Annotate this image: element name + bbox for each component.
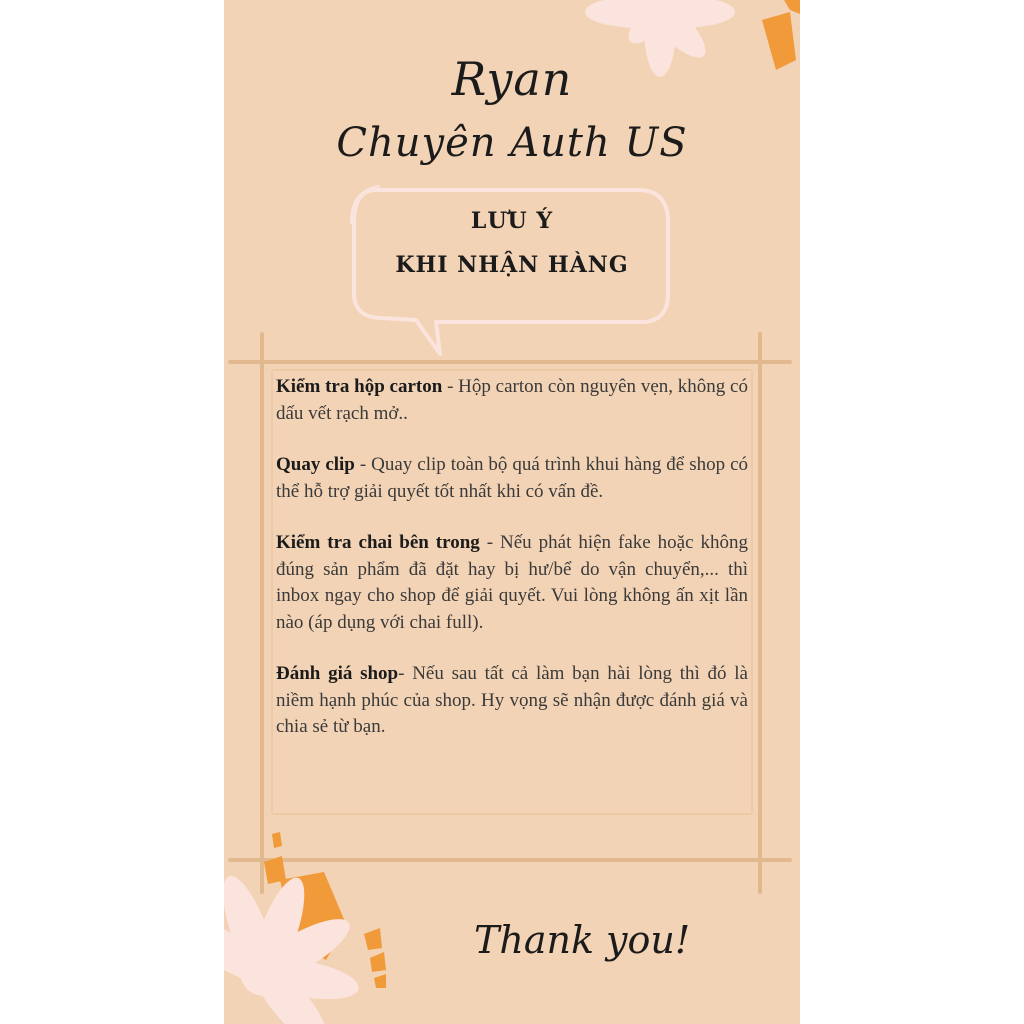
instruction-separator: -	[442, 376, 459, 397]
instruction-item	[276, 374, 748, 427]
instruction-item	[276, 661, 748, 741]
instruction-separator: -	[479, 532, 501, 553]
instruction-heading: Kiểm tra hộp carton	[276, 376, 443, 397]
brand-subtitle: Chuyên Auth US	[336, 120, 688, 166]
instruction-separator: -	[398, 663, 413, 684]
thank-you-note: Thank you!	[474, 918, 691, 962]
instruction-body: Quay clip toàn bộ quá trình khui hàng để shop có thể hỗ trợ giải quyết tốt nhất khi có vấn đề.	[276, 454, 749, 502]
notice-title-line1: LƯU Ý	[470, 208, 554, 234]
instruction-separator: -	[354, 454, 372, 475]
instruction-body: Nếu phát hiện fake hoặc không đúng sản phẩm đã đặt hay bị hư/bể do vận chuyển,... thì inbox ngay cho shop để giải quyết. Vui lòng không ấn xịt lần nào (áp dụng với chai full).	[276, 532, 748, 633]
instruction-body: Hộp carton còn nguyên vẹn, không có dấu vết rạch mở..	[276, 376, 748, 424]
brand-name: Ryan	[451, 52, 573, 106]
instruction-body: Nếu sau tất cả làm bạn hài lòng thì đó là niềm hạnh phúc của shop. Hy vọng sẽ nhận được đánh giá và chia sẻ từ bạn.	[276, 663, 748, 737]
instruction-heading: Quay clip	[276, 454, 355, 475]
flower-bottom-left-icon	[224, 870, 362, 1024]
notice-title-line2: KHI NHẬN HÀNG	[395, 252, 629, 278]
instruction-item	[276, 530, 748, 636]
instruction-item	[276, 452, 748, 505]
instruction-heading: Kiểm tra chai bên trong	[276, 532, 480, 553]
note-card	[224, 0, 800, 1024]
instructions-list	[276, 374, 748, 766]
instruction-heading: Đánh giá shop	[276, 663, 399, 684]
